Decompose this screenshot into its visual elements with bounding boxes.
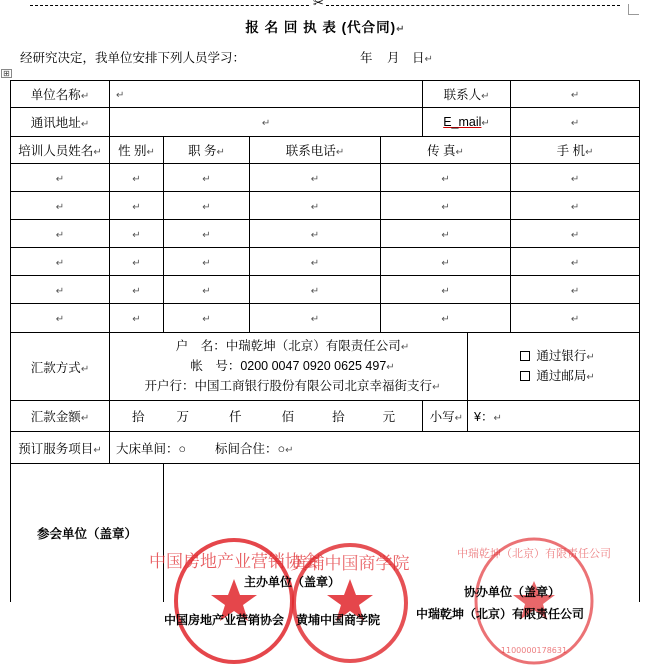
fax-cell[interactable]: ↵ bbox=[381, 304, 511, 333]
position-cell[interactable]: ↵ bbox=[164, 192, 250, 220]
unit-name-field[interactable]: ↵ bbox=[110, 81, 423, 108]
mobile-cell[interactable]: ↵ bbox=[511, 276, 640, 304]
month-label: 月 bbox=[387, 51, 400, 65]
co-host-seal-name: 中瑞乾坤（北京）有限责任公司 bbox=[416, 606, 585, 621]
trainee-name-cell[interactable]: ↵ bbox=[11, 220, 110, 248]
position-cell[interactable]: ↵ bbox=[164, 164, 250, 192]
trainee-name-cell[interactable]: ↵ bbox=[11, 248, 110, 276]
phone-cell[interactable]: ↵ bbox=[250, 248, 381, 276]
phone-cell[interactable]: ↵ bbox=[250, 164, 381, 192]
mobile-cell[interactable]: ↵ bbox=[511, 192, 640, 220]
shared-room-radio[interactable]: ○ bbox=[277, 441, 286, 456]
contact-field[interactable]: ↵ bbox=[511, 81, 640, 108]
trainee-name-cell[interactable]: ↵ bbox=[11, 276, 110, 304]
mobile-cell[interactable]: ↵ bbox=[511, 248, 640, 276]
single-room-option[interactable]: 大床单间：○ bbox=[116, 441, 187, 456]
gender-cell[interactable]: ↵ bbox=[110, 220, 164, 248]
unit-shi2: 拾 bbox=[332, 410, 345, 424]
fax-cell[interactable]: ↵ bbox=[381, 220, 511, 248]
trainee-row bbox=[11, 192, 640, 220]
stamp-seal-icon bbox=[149, 537, 319, 665]
account-name: 户 名：中瑞乾坤（北京）有限责任公司↵ bbox=[175, 338, 410, 353]
trainee-row bbox=[11, 164, 640, 192]
phone-header: 联系电话↵ bbox=[250, 137, 381, 164]
trainee-row bbox=[11, 276, 640, 304]
trainee-row bbox=[11, 248, 640, 276]
fax-cell[interactable]: ↵ bbox=[381, 164, 511, 192]
booking-options bbox=[110, 432, 640, 464]
gender-cell[interactable]: ↵ bbox=[110, 304, 164, 333]
address-label: 通讯地址↵ bbox=[11, 108, 110, 137]
stamp-seal-icon bbox=[457, 535, 611, 667]
trainee-row bbox=[11, 220, 640, 248]
gender-cell[interactable]: ↵ bbox=[110, 276, 164, 304]
booking-label: 预订服务项目↵ bbox=[11, 432, 110, 464]
checkbox-bank[interactable] bbox=[520, 351, 530, 361]
stamp-seal-icon bbox=[290, 541, 410, 665]
payment-method-label: 汇款方式↵ bbox=[11, 333, 110, 401]
position-cell[interactable]: ↵ bbox=[164, 220, 250, 248]
gender-cell[interactable]: ↵ bbox=[110, 248, 164, 276]
position-cell[interactable]: ↵ bbox=[164, 276, 250, 304]
host-seal-names: 中国房地产业营销协会 黄埔中国商学院 bbox=[164, 612, 381, 627]
phone-cell[interactable]: ↵ bbox=[250, 304, 381, 333]
phone-cell[interactable]: ↵ bbox=[250, 220, 381, 248]
mobile-header: 手 机↵ bbox=[511, 137, 640, 164]
phone-cell[interactable]: ↵ bbox=[250, 192, 381, 220]
mobile-cell[interactable]: ↵ bbox=[511, 220, 640, 248]
organizer-seal-cell bbox=[149, 464, 640, 655]
trainee-row bbox=[11, 304, 640, 333]
unit-wan: 万 bbox=[176, 410, 190, 424]
position-header: 职 务↵ bbox=[164, 137, 250, 164]
stamp3-code-text: 1100000178631 bbox=[500, 645, 568, 655]
lowercase-label: 小写↵ bbox=[423, 401, 468, 432]
option-bank[interactable]: 通过银行↵ bbox=[476, 347, 639, 367]
page-corner-mark bbox=[628, 4, 639, 15]
host-seal-title: 主办单位（盖章） bbox=[244, 574, 341, 589]
unit-shi: 拾 bbox=[132, 410, 145, 424]
shared-room-option[interactable]: 标间合住：○↵ bbox=[215, 441, 294, 456]
payment-account-info bbox=[110, 333, 468, 401]
day-label: 日↵ bbox=[412, 51, 433, 65]
unit-name-label: 单位名称↵ bbox=[11, 81, 110, 108]
intro-text: 经研究决定，我单位安排下列人员学习： bbox=[20, 51, 246, 65]
option-post[interactable]: 通过邮局↵ bbox=[476, 367, 639, 387]
scissors-icon: ✂ bbox=[311, 0, 326, 11]
email-field[interactable]: ↵ bbox=[511, 108, 640, 137]
co-host-seal-title: 协办单位（盖章） bbox=[464, 584, 561, 599]
mobile-cell[interactable]: ↵ bbox=[511, 164, 640, 192]
stamp1-ring-text: 中国房地产业营销协会 bbox=[149, 551, 319, 572]
registration-table bbox=[10, 80, 640, 655]
amount-lowercase-field[interactable]: ¥：↵ bbox=[468, 401, 640, 432]
position-cell[interactable]: ↵ bbox=[164, 248, 250, 276]
unit-qian: 仟 bbox=[229, 410, 242, 424]
fax-cell[interactable]: ↵ bbox=[381, 276, 511, 304]
payment-options bbox=[468, 333, 640, 401]
trainee-name-header: 培训人员姓名↵ bbox=[11, 137, 110, 164]
gender-cell[interactable]: ↵ bbox=[110, 192, 164, 220]
unit-bai: 佰 bbox=[281, 410, 295, 424]
participant-seal-label: 参会单位（盖章） bbox=[36, 526, 137, 541]
trainee-name-cell[interactable]: ↵ bbox=[11, 192, 110, 220]
gender-cell[interactable]: ↵ bbox=[110, 164, 164, 192]
form-title: 报 名 回 执 表 (代合同)↵ bbox=[245, 20, 406, 35]
account-bank: 开户行：中国工商银行股份有限公司北京幸福街支行↵ bbox=[144, 378, 441, 393]
position-cell[interactable]: ↵ bbox=[164, 304, 250, 333]
stamp3-ring-text: 中瑞乾坤（北京）有限责任公司 bbox=[457, 546, 611, 560]
amount-label: 汇款金额↵ bbox=[11, 401, 110, 432]
email-label: E_mail↵ bbox=[423, 108, 511, 137]
account-number: 帐 号：0200 0047 0920 0625 497↵ bbox=[190, 358, 395, 373]
participant-seal-cell bbox=[11, 464, 164, 602]
amount-uppercase-field[interactable] bbox=[110, 401, 423, 432]
unit-yuan: 元 bbox=[382, 410, 396, 424]
gender-header: 性 别↵ bbox=[110, 137, 164, 164]
address-field[interactable]: ↵ bbox=[110, 108, 423, 137]
mobile-cell[interactable]: ↵ bbox=[511, 304, 640, 333]
table-anchor-icon[interactable]: ⊞ bbox=[3, 69, 10, 78]
year-label: 年 bbox=[360, 51, 373, 65]
trainee-name-cell[interactable]: ↵ bbox=[11, 304, 110, 333]
fax-cell[interactable]: ↵ bbox=[381, 248, 511, 276]
single-room-radio[interactable]: ○ bbox=[178, 441, 187, 456]
trainee-name-cell[interactable]: ↵ bbox=[11, 164, 110, 192]
checkbox-post[interactable] bbox=[520, 371, 530, 381]
fax-header: 传 真↵ bbox=[381, 137, 511, 164]
phone-cell[interactable]: ↵ bbox=[250, 276, 381, 304]
stamp2-ring-text: 黄埔中国商学院 bbox=[290, 553, 410, 574]
fax-cell[interactable]: ↵ bbox=[381, 192, 511, 220]
contact-label: 联系人↵ bbox=[423, 81, 511, 108]
